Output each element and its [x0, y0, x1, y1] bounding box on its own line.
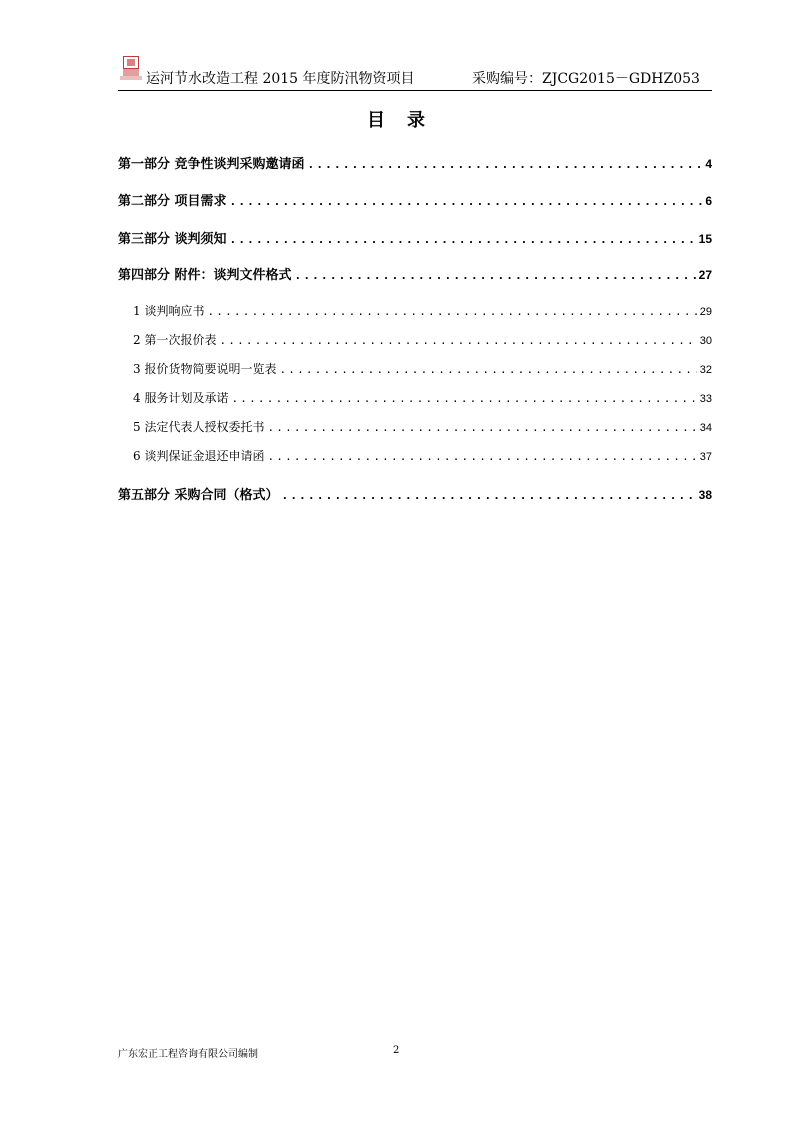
toc-leader-dots: [279, 363, 696, 376]
page-header: [118, 54, 712, 91]
toc-entry-label: 第一部分 竞争性谈判采购邀请函: [118, 157, 305, 172]
toc-leader-dots: [267, 450, 696, 463]
toc-entry-page: 37: [699, 451, 712, 463]
toc-leader-dots: [219, 334, 696, 347]
toc-entry-page: 6: [705, 194, 712, 208]
toc-entry-label: 4 服务计划及承诺: [133, 391, 229, 405]
toc-subentry-1[interactable]: [133, 302, 712, 319]
toc-entry-page: 30: [699, 335, 712, 347]
toc-subentry-4[interactable]: [133, 389, 712, 406]
toc-entry-label: 1 谈判响应书: [133, 304, 205, 318]
toc-leader-dots: [267, 421, 696, 434]
toc-entry-page: 15: [698, 232, 712, 246]
toc-entry-page: 38: [698, 488, 712, 502]
toc-entry-label: 3 报价货物简要说明一览表: [133, 362, 277, 376]
toc-title: 目 录: [367, 110, 427, 131]
toc-entry-part3[interactable]: [118, 228, 712, 247]
footer-page-number: 2: [393, 1045, 400, 1056]
toc-entry-label: 第三部分 谈判须知: [118, 232, 227, 247]
toc-entry-part1[interactable]: [118, 153, 712, 172]
toc-leader-dots: [282, 489, 696, 502]
toc-entry-label: 6 谈判保证金退还申请函: [133, 449, 265, 463]
toc-entry-part5[interactable]: [118, 484, 712, 503]
procurement-code: 采购编号：ZJCG2015－GDHZ053: [472, 71, 700, 87]
toc-leader-dots: [230, 195, 703, 208]
toc-entry-label: 5 法定代表人授权委托书: [133, 420, 265, 434]
toc-subentry-3[interactable]: [133, 360, 712, 377]
toc-entry-label: 第五部分 采购合同（格式）: [118, 488, 279, 503]
toc-entry-label: 第四部分 附件：谈判文件格式: [118, 268, 292, 283]
toc-entry-page: 32: [699, 364, 712, 376]
toc-entry-label: 第二部分 项目需求: [118, 194, 227, 209]
project-title: 运河节水改造工程 2015 年度防汛物资项目: [146, 71, 415, 87]
footer-company: 广东宏正工程咨询有限公司编制: [118, 1049, 258, 1060]
toc-entry-page: 34: [699, 422, 712, 434]
toc-entry-label: 2 第一次报价表: [133, 333, 217, 347]
toc-entry-page: 4: [705, 157, 712, 171]
toc-entry-page: 27: [698, 268, 712, 282]
toc-subentry-6[interactable]: [133, 447, 712, 464]
toc-leader-dots: [231, 392, 696, 405]
toc-leader-dots: [230, 233, 696, 246]
toc-entry-part4[interactable]: [118, 264, 712, 283]
toc-subentry-2[interactable]: [133, 331, 712, 348]
toc-entry-page: 29: [699, 306, 712, 318]
company-logo: [120, 54, 142, 82]
toc-entry-part2[interactable]: [118, 190, 712, 209]
toc-subentry-5[interactable]: [133, 418, 712, 435]
toc-leader-dots: [207, 305, 696, 318]
toc-leader-dots: [308, 158, 703, 171]
toc-leader-dots: [295, 269, 696, 282]
toc-entry-page: 33: [699, 393, 712, 405]
